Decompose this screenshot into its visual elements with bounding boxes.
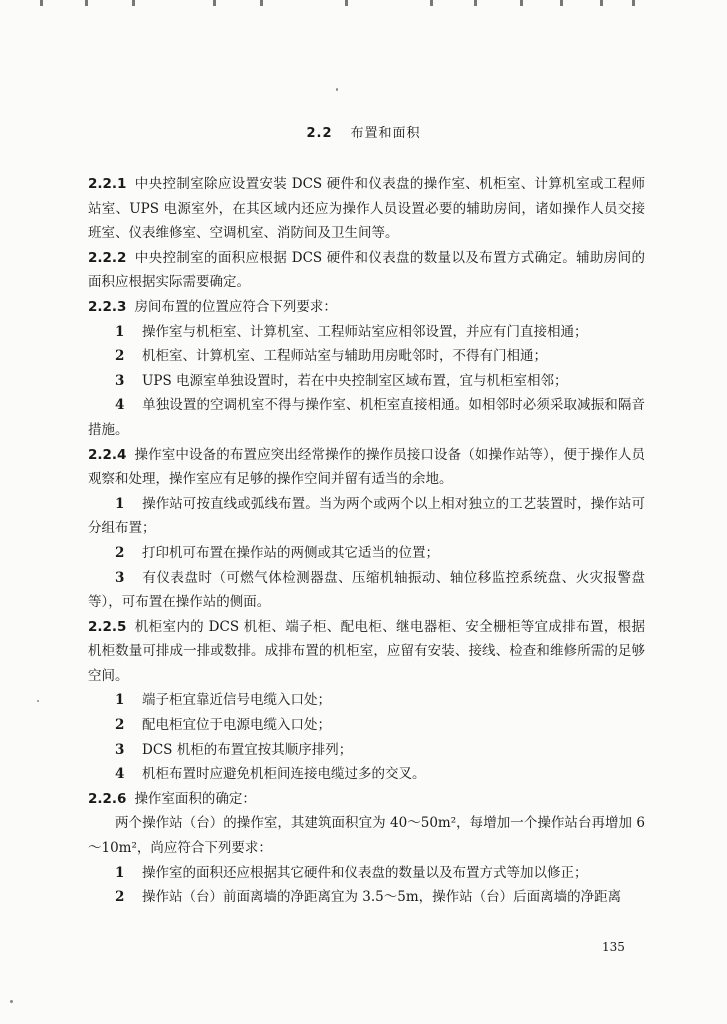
paragraph-text: 单独设置的空调机室不得与操作室、机柜室直接相通。如相邻时必须采取减振和隔音措施。 [88, 397, 645, 438]
list-item [88, 492, 645, 541]
item-number: 3 [115, 372, 125, 389]
paragraph-text: 机柜室、计算机室、工程师站室与辅助用房毗邻时，不得有门相通； [142, 348, 547, 365]
page-number: 135 [602, 940, 625, 954]
list-item [88, 369, 645, 394]
item-number: 1 [115, 864, 125, 881]
list-item [88, 713, 645, 738]
clause-number: 2.2.3 [88, 298, 127, 315]
paragraph-text: 操作室与机柜室、计算机室、工程师站室应相邻设置，并应有门直接相通； [142, 323, 588, 340]
clause-number: 2.2.1 [88, 176, 127, 192]
list-item [88, 566, 645, 615]
paragraph-text: 中央控制室的面积应根据 DCS 硬件和仪表盘的数量以及布置方式确定。辅助房间的面积应根据实际需要确定。 [88, 249, 645, 291]
paragraph-text: 配电柜宜位于电源电缆入口处； [142, 717, 331, 734]
clause-number: 2.2.4 [88, 446, 127, 463]
paragraph-text: 打印机可布置在操作站的两侧或其它适当的位置； [142, 544, 439, 561]
paragraph-text: 操作站（台）前面离墙的净距离宜为 3.5～5m，操作站（台）后面离墙的净距离 [142, 889, 622, 906]
paragraph-text: 端子柜宜靠近信号电缆入口处； [142, 692, 331, 709]
paragraph-text: 机柜室内的 DCS 机柜、端子柜、配电柜、继电器柜、安全栅柜等宜成排布置，根据机柜数量可排成一排或数排。成排布置的机柜室，应留有安装、接线、检查和维修所需的足够空间。 [88, 618, 645, 684]
item-number: 1 [115, 323, 125, 340]
paragraph-text: 房间布置的位置应符合下列要求： [134, 298, 337, 315]
paragraph-text: 操作室面积的确定： [134, 790, 256, 807]
item-number: 4 [115, 766, 125, 783]
paragraph-text: DCS 机柜的布置宜按其顺序排列； [142, 741, 353, 758]
list-item [88, 344, 645, 369]
scan-edge-marks [0, 0, 727, 10]
section-heading [0, 122, 727, 141]
paragraph-text: 操作室的面积还应根据其它硬件和仪表盘的数量以及布置方式等加以修正； [142, 864, 588, 881]
item-number: 2 [115, 348, 125, 365]
clause-paragraph [88, 615, 645, 689]
paragraph-text: 中央控制室除应设置安装 DCS 硬件和仪表盘的操作室、机柜室、计算机室或工程师站室、UPS 电源室外，在其区域内还应为操作人员设置必要的辅助房间，诸如操作人员交接班室、仪表维修室、空调机室、消防间及卫生间等。 [88, 176, 645, 242]
list-item [88, 393, 645, 442]
clause-paragraph [88, 787, 645, 812]
item-number: 3 [115, 569, 125, 586]
scan-speck [37, 700, 39, 702]
list-item [88, 738, 645, 763]
paragraph-text: 机柜布置时应避免机柜间连接电缆过多的交叉。 [142, 766, 426, 783]
list-item [88, 320, 645, 345]
item-number: 4 [115, 397, 125, 414]
document-body [88, 172, 645, 910]
item-number: 2 [115, 544, 125, 561]
clause-number: 2.2.6 [88, 790, 127, 807]
clause-paragraph [88, 172, 645, 246]
list-item [88, 885, 645, 910]
clause-paragraph [88, 295, 645, 320]
list-item [88, 688, 645, 713]
item-number: 3 [115, 741, 125, 758]
paragraph-text: 两个操作站（台）的操作室，其建筑面积宜为 40～50m²，每增加一个操作站台再增加 6～10m²，尚应符合下列要求： [88, 815, 645, 857]
paragraph-text: 操作站可按直线或弧线布置。当为两个或两个以上相对独立的工艺装置时，操作站可分组布置； [88, 495, 645, 537]
list-item [88, 541, 645, 566]
paragraph-text: 操作室中设备的布置应突出经常操作的操作员接口设备（如操作站等），便于操作人员观察和处理，操作室应有足够的操作空间并留有适当的余地。 [88, 446, 645, 488]
paragraph-text: UPS 电源室单独设置时，若在中央控制室区域布置，宜与机柜室相邻； [142, 372, 568, 389]
list-item [88, 861, 645, 886]
scan-speck [336, 88, 338, 91]
section-number: 2.2 [306, 126, 333, 141]
item-number: 1 [115, 495, 125, 512]
item-number: 2 [115, 717, 125, 734]
clause-paragraph [88, 443, 645, 492]
scan-speck [10, 1000, 13, 1003]
clause-number: 2.2.5 [88, 618, 127, 635]
paragraph-text: 有仪表盘时（可燃气体检测器盘、压缩机轴振动、轴位移监控系统盘、火灾报警盘等），可布置在操作站的侧面。 [88, 569, 645, 611]
list-item [88, 762, 645, 787]
body-paragraph [88, 811, 645, 860]
item-number: 2 [115, 889, 125, 906]
clause-number: 2.2.2 [88, 249, 127, 266]
clause-paragraph [88, 246, 645, 295]
section-title: 布置和面积 [350, 126, 421, 141]
item-number: 1 [115, 692, 125, 709]
